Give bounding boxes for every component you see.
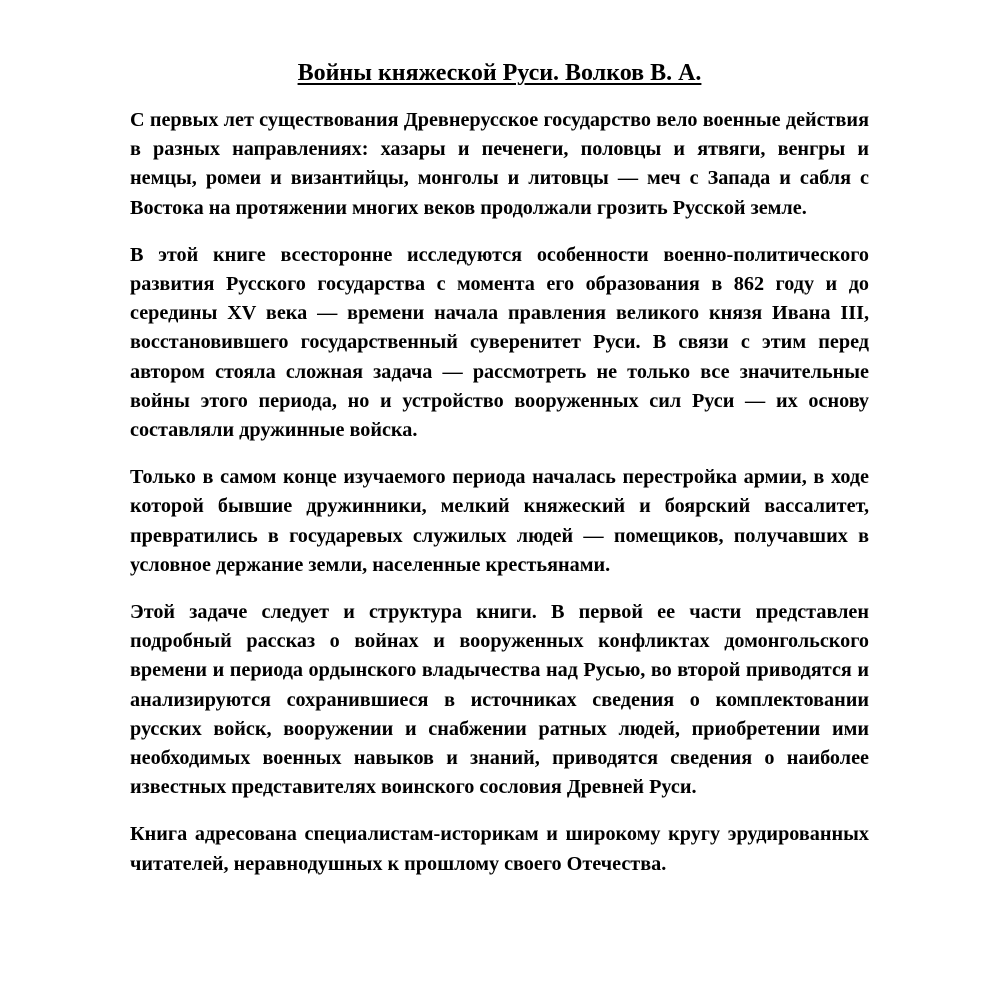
document-title: Войны княжеской Руси. Волков В. А. (297, 60, 702, 86)
paragraph-army-reform: Только в самом конце изучаемого периода началась перестройка армии, в ходе которой бывшие дружинники, мелкий княжеский и боярский вассалитет, превратились в государевых служилых людей — помещиков, получавших в условное держание земли, населенные крестьянами. (130, 466, 869, 576)
paragraph-intro: С первых лет существования Древнерусское государство вело военные действия в разных направлениях: хазары и печенеги, половцы и ятвяги, венгры и немцы, ромеи и византийцы, монголы и литовцы — меч с Запада и сабля с Востока на протяжении многих веков продолжали грозить Русской земле. (130, 109, 869, 219)
paragraph-research: В этой книге всесторонне исследуются особенности военно-политического развития Русского государства с момента его образования в 862 году и до середины XV века — времени начала правления великого князя Ивана III, восстановившего государственный суверенитет Руси. В связи с этим перед автором стояла сложная задача — рассмотреть не только все значительные войны этого периода, но и устройство вооруженных сил Руси — их основу составляли дружинные войска. (130, 243, 869, 442)
document-page (130, 58, 869, 897)
paragraph-structure: Этой задаче следует и структура книги. В первой ее части представлен подробный рассказ о войнах и вооруженных конфликтах домонгольского времени и периода ордынского владычества над Русью, во второй приводятся и анализируются сохранившиеся в источниках сведения о комплектовании русских войск, вооружении и снабжении ратных людей, приобретении ими необходимых военных навыков и знаний, приводятся сведения о наиболее известных представителях воинского сословия Древней Руси. (130, 601, 869, 799)
paragraph-audience: Книга адресована специалистам-историкам и широкому кругу эрудированных читателей, неравнодушных к прошлому своего Отечества. (130, 823, 869, 875)
